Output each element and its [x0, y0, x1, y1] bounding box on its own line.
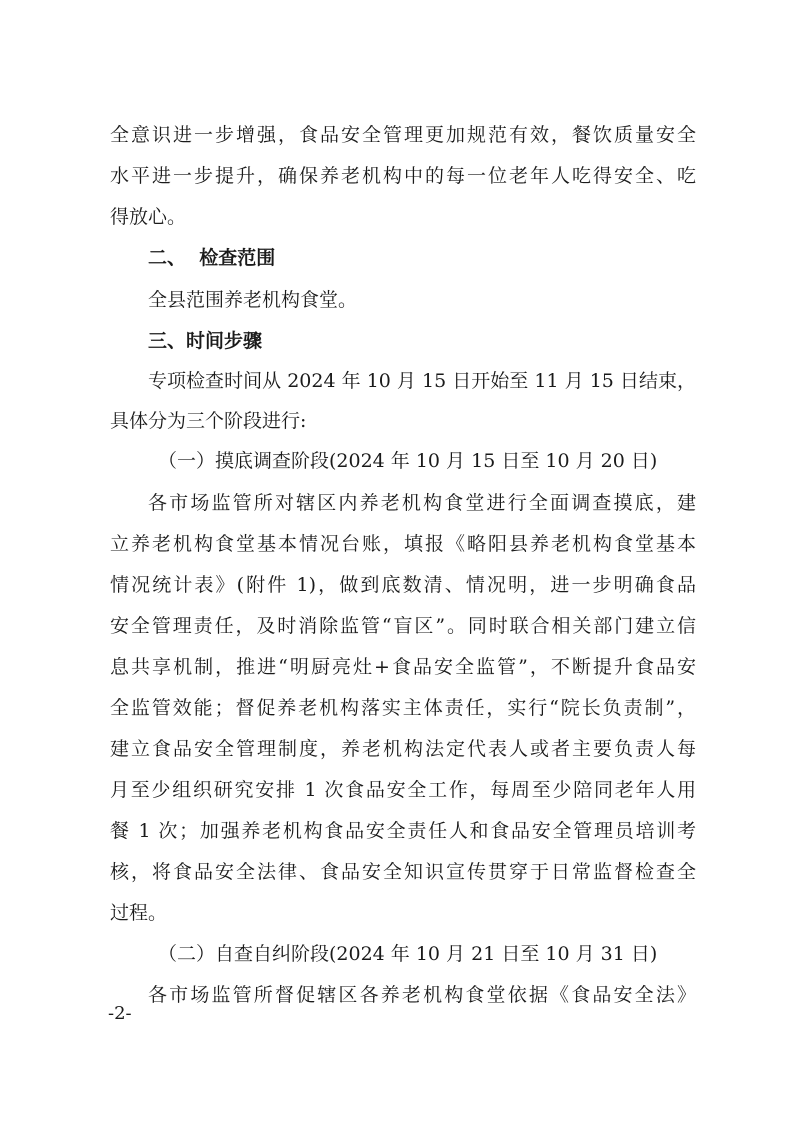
body-text-line: 全意识进一步增强，食品安全管理更加规范有效，餐饮质量安全 [110, 124, 696, 146]
body-text-line: 过程。 [110, 902, 168, 924]
body-text-line: 餐 1 次；加强养老机构食品安全责任人和食品安全管理员培训考 [110, 820, 696, 842]
body-text-line: 安全管理责任，及时消除监管“盲区”。同时联合相关部门建立信 [110, 615, 696, 637]
section-heading-scope: 二、 检查范围 [148, 247, 276, 269]
body-text-line: 核，将食品安全法律、食品安全知识宣传贯穿于日常监督检查全 [110, 861, 696, 883]
subsection-heading-self-check: （二）自查自纠阶段(2024 年 10 月 21 日至 10 月 31 日) [158, 943, 658, 965]
body-text-line: 情况统计表》(附件 1)，做到底数清、情况明，进一步明确食品 [110, 574, 696, 596]
body-text-line: 月至少组织研究安排 1 次食品安全工作，每周至少陪同老年人用 [110, 779, 696, 801]
body-text-line: 各市场监管所对辖区内养老机构食堂进行全面调查摸底，建 [148, 492, 696, 514]
body-text-line: 得放心。 [110, 206, 187, 228]
body-text-line: 息共享机制，推进“明厨亮灶+食品安全监管”，不断提升食品安 [110, 656, 696, 678]
body-text-line: 全县范围养老机构食堂。 [148, 289, 358, 311]
body-text-line: 水平进一步提升，确保养老机构中的每一位老年人吃得安全、吃 [110, 165, 696, 187]
body-text-line: 全监管效能；督促养老机构落实主体责任，实行“院长负责制”， [110, 697, 696, 719]
body-text-line: 具体分为三个阶段进行: [110, 410, 307, 432]
body-text-line: 专项检查时间从 2024 年 10 月 15 日开始至 11 月 15 日结束， [148, 370, 696, 392]
page-number: -2- [108, 1003, 132, 1024]
subsection-heading-survey: （一）摸底调查阶段(2024 年 10 月 15 日至 10 月 20 日) [158, 450, 658, 472]
section-heading-schedule: 三、时间步骤 [148, 330, 263, 352]
body-text-line: 建立食品安全管理制度，养老机构法定代表人或者主要负责人每 [110, 738, 696, 760]
body-text-line: 立养老机构食堂基本情况台账，填报《略阳县养老机构食堂基本 [110, 533, 696, 555]
body-text-line: 各市场监管所督促辖区各养老机构食堂依据《食品安全法》 [148, 984, 696, 1006]
